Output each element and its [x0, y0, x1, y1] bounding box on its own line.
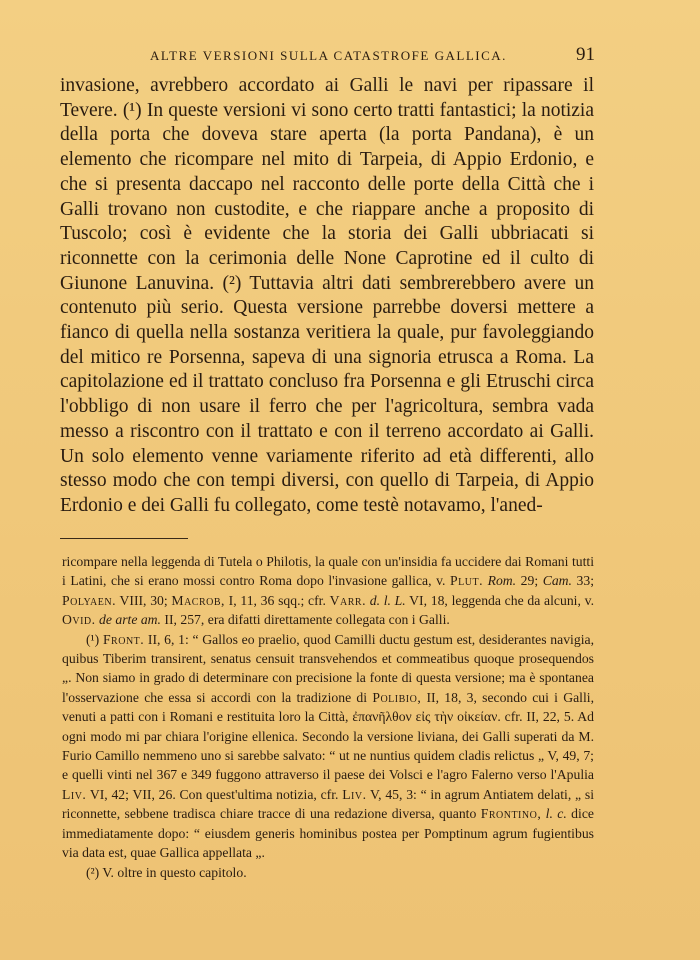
body-text: invasione, avrebbero accordato ai Galli le navi per ripassare il Tevere. — [60, 75, 594, 121]
citation-author: Macrob, — [171, 592, 225, 608]
footnote-separator — [60, 538, 188, 539]
citation-author: Front. — [102, 631, 145, 647]
footnote-text: II, 6, 1: “ Gallos eo praelio, quod Camilli ductu gestum est, desiderantes navigia, quibus Tiberim transirent, senatus censuit transvehendos et commeatibus quoque prosequendos „. Non siamo in grado di determinare con precisione la fonte di questa versione; ma è spontanea l'osservazione che essa si accordi con la tradizione di — [62, 631, 594, 705]
footnote-text: VIII, 30; — [116, 592, 172, 608]
footnote-marker: (²) — [86, 864, 100, 880]
footnote-text: V, 45, 3: “ in agrum Antiatem delati, „ si riconnette, sebbene tradisca chiare tracce di una redazione diversa, quanto — [62, 786, 594, 822]
footnote-1 — [62, 630, 594, 863]
footnote-text: VI, 42; VII, 26. Con quest'ultima notizia, cfr. — [86, 786, 343, 802]
citation-author: Polibio, — [372, 689, 422, 705]
citation-work: Cam. — [542, 573, 572, 589]
footnote-text: ricompare nella leggenda di Tutela o Philotis, la quale con un'insidia fa uccidere dai Romani tutti i Latini, che si erano mossi contro Roma dopo l'invasione gallica, v. — [62, 554, 594, 589]
footnote-text: dice immediatamente dopo: “ eiusdem generis hominibus postea per Pomptinum agrum fugientibus via data est, quae Gallica appellata „. — [62, 806, 594, 861]
citation-author: Frontino, — [480, 806, 542, 822]
footnote-marker: (¹) — [86, 631, 100, 647]
footnote-ref-2: (²) — [222, 272, 242, 294]
citation-author: Polyaen. — [62, 592, 117, 608]
body-text: Tuttavia altri dati sembrerebbero avere un contenuto più serio. Questa versione parrebbe doversi mettere a fianco di quella nella sostanza veritiera la quale, pur favoleggiando del mitico re Porsenna, sapeva di una signoria etrusca a Roma. La capitolazione ed il trattato concluso fra Porsenna e gli Etruschi circa l'obbligo di non usare il ferro che per l'agricoltura, sembra vada messo a riscontro con il trattato e con il terreno accordato ai Galli. Un solo elemento venne variamente riferito ad età differenti, allo stesso modo che con tempi diversi, con quello di Tarpeia, di Appio Erdonio e dei Galli fu collegato, come testè notavamo, l'aned- — [60, 272, 595, 516]
citation-work: l. c. — [545, 806, 567, 822]
footnote-text: 29; — [516, 573, 543, 589]
citation-author: Varr. — [329, 592, 366, 608]
running-title: ALTRE VERSIONI SULLA CATASTROFE GALLICA. — [150, 48, 507, 63]
footnote-text: V. oltre in questo capitolo. — [99, 864, 247, 880]
footnote-text: 33; — [571, 573, 595, 589]
footnote-ref-1: (¹) — [122, 99, 142, 121]
footnote-2 — [62, 863, 594, 882]
footnotes — [62, 552, 594, 882]
citation-work: d. l. L. — [369, 592, 406, 608]
body-paragraph — [60, 74, 594, 519]
body-text: In queste versioni vi sono certo tratti fantastici; la notizia della porta che doveva stare aperta (la porta Pandana), è un elemento che ricompare nel mito di Tarpeia, di Appio Erdonio, e che si presenta daccapo nel racconto delle porte della Città che i Galli trovano non custodite, e che riappare anche a proposito di Tuscolo; così è evidente che la storia dei Galli ubbriacati si riconnette con la cerimonia delle None Caprotine ed il culto di Giunone Lanuvina. — [60, 99, 595, 294]
page-number: 91 — [576, 44, 595, 65]
citation-author: Plut. — [450, 573, 484, 589]
citation-work: Rom. — [487, 573, 517, 589]
footnote-text: II, 18, 3, secondo cui i Galli, venuti a patti con i Romani e restituita loro la Città, ἐπανῆλθον εἰς τὴν οἰκείαν. cfr. II, 22, 5. Ad ogni modo mi par chiara l'origine ellenica. Secondo la versione liviana, dei Galli superati da M. Furio Camillo nemmeno uno si sarebbe salvato: “ ut ne nuntius quidem cladis relictus „ V, 49, 7; e quelli vinti nel 367 e 349 fuggono attraverso il paese dei Volsci e l'agro Falerno verso l'Apulia — [62, 689, 594, 783]
footnote-continuation — [62, 552, 594, 630]
footnote-text: I, 11, 36 sqq.; cfr. — [224, 592, 330, 608]
running-header — [150, 44, 595, 66]
footnote-text: II, 257, era difatti direttamente collegata con i Galli. — [160, 612, 450, 628]
citation-author: Liv. — [62, 786, 87, 802]
citation-work: de arte am. — [99, 612, 161, 628]
footnote-text: VI, 18, leggenda che da alcuni, v. — [405, 592, 594, 608]
citation-author: Liv. — [342, 786, 367, 802]
citation-author: Ovid. — [62, 612, 96, 628]
main-text — [60, 74, 594, 519]
